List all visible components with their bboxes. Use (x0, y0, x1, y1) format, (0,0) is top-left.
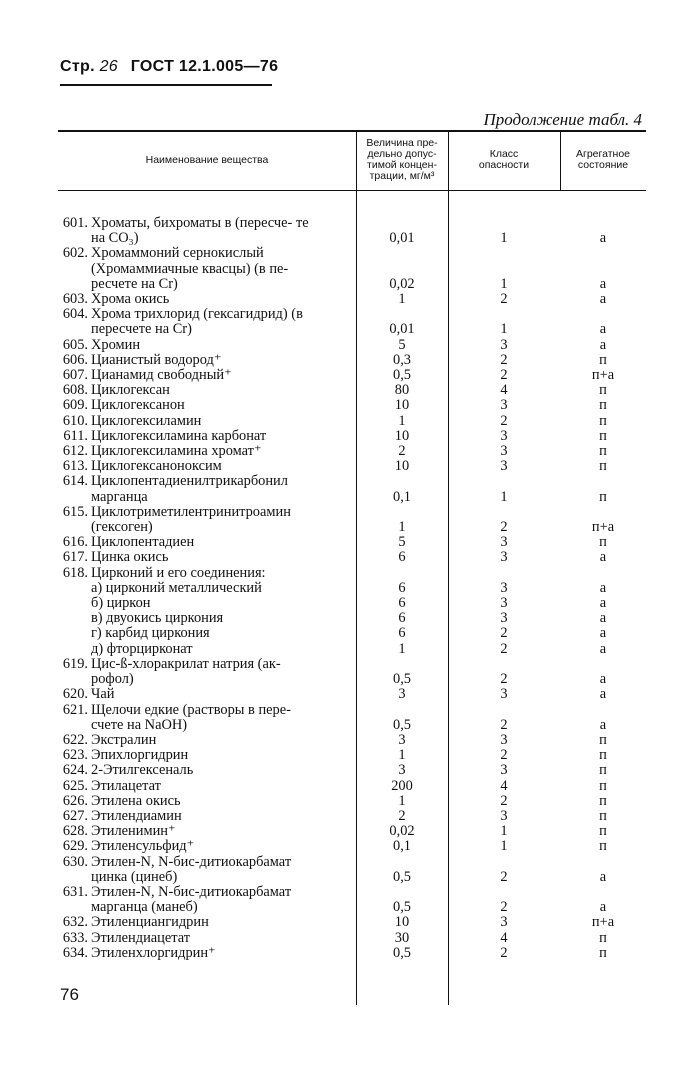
row-number: 624. (62, 762, 88, 779)
table-row (58, 581, 646, 596)
aggregate-state: п (599, 929, 607, 946)
substances-table (58, 130, 646, 1005)
substance-name-cell (58, 292, 320, 307)
substance-name: Циклогексаноноксим (91, 458, 222, 475)
substance-name: Экстралин (91, 731, 157, 748)
hazard-class: 3 (500, 595, 508, 612)
substance-name: Этилендиацетат (91, 929, 191, 946)
row-number: 607. (62, 367, 88, 384)
row-number: 622. (62, 731, 88, 748)
aggregate-state: п (599, 412, 607, 429)
substance-name-continued: марганца (манеб) (91, 899, 198, 916)
substance-name: 2-Этилгексеналь (91, 762, 194, 779)
mpc-value: 80 (394, 382, 410, 399)
aggregate-state: п (599, 807, 607, 824)
table-row (58, 353, 646, 368)
mpc-value: 30 (394, 929, 410, 946)
substance-name: Хроматы, бихроматы в (пересче- (91, 215, 293, 231)
substance-name: Цирконий и его соединения: (91, 564, 266, 581)
substance-name: Циклогексанон (91, 397, 185, 414)
mpc-value: 10 (394, 458, 410, 475)
aggregate-state: п (599, 443, 607, 460)
table-row (58, 596, 646, 611)
substance-name-continued: рофол) (91, 671, 134, 688)
aggregate-state: п+а (591, 914, 615, 931)
hazard-class: 2 (500, 351, 508, 368)
substance-name: г) карбид циркония (91, 625, 210, 642)
substance-name-cell (58, 444, 320, 459)
table-row (58, 687, 646, 702)
table-row (58, 763, 646, 778)
hazard-class: 3 (500, 427, 508, 444)
substance-name-cell (58, 550, 320, 565)
aggregate-state: п (599, 762, 607, 779)
substance-name-cell (58, 398, 320, 413)
substance-name-continued: те на CO₃) (91, 215, 309, 247)
table-row (58, 748, 646, 763)
aggregate-state: п (599, 397, 607, 414)
row-number: 604. (62, 306, 88, 323)
substance-name-cell (58, 596, 320, 611)
substance-name: Циклопентадиенилтрикарбонил (91, 473, 288, 490)
substance-name: Эпихлоргидрин (91, 747, 189, 764)
table-row (58, 794, 646, 809)
substance-name-cell (58, 946, 320, 961)
aggregate-state: а (599, 579, 607, 596)
row-number: 608. (62, 382, 88, 399)
table-body (58, 216, 646, 961)
substance-name: а) цирконий металлический (91, 579, 262, 596)
hazard-class: 2 (500, 868, 508, 885)
aggregate-state: п (599, 792, 607, 809)
table-row (58, 474, 646, 504)
row-number: 623. (62, 747, 88, 764)
aggregate-state: п (599, 838, 607, 855)
aggregate-state: а (599, 291, 607, 308)
mpc-value: 10 (394, 427, 410, 444)
substance-name: д) фторцирконат (91, 640, 193, 657)
substance-name: Цинка окись (91, 549, 169, 566)
substance-name-cell (58, 748, 320, 763)
mpc-value: 6 (398, 549, 406, 566)
col-header-state: Агрегатное состояние (575, 148, 630, 171)
mpc-value: 0,3 (393, 351, 411, 368)
row-number: 606. (62, 351, 88, 368)
mpc-value: 0,02 (389, 275, 415, 292)
substance-name-cell (58, 429, 320, 444)
substance-name-cell (58, 474, 320, 504)
hazard-class: 3 (500, 458, 508, 475)
row-number: 631. (62, 883, 88, 900)
aggregate-state: п (599, 777, 607, 794)
substance-name: Этиленимин⁺ (91, 823, 176, 840)
table-row (58, 429, 646, 444)
hazard-class: 2 (500, 944, 508, 961)
substance-name: Этилендиамин (91, 807, 182, 824)
table-row (58, 611, 646, 626)
table-row (58, 733, 646, 748)
hazard-class: 4 (500, 929, 508, 946)
substance-name-cell (58, 338, 320, 353)
table-row (58, 414, 646, 429)
substance-name: Чай (91, 686, 115, 703)
hazard-class: 4 (500, 382, 508, 399)
mpc-value: 0,01 (389, 230, 415, 247)
table-row (58, 550, 646, 565)
row-number: 613. (62, 458, 88, 475)
row-number: 634. (62, 944, 88, 961)
row-number: 601. (62, 215, 88, 231)
substance-name: б) циркон (91, 595, 151, 612)
hazard-class: 3 (500, 762, 508, 779)
substance-name: Этилен-N, N-бис-дитиокарбамат (91, 853, 292, 870)
aggregate-state: а (599, 336, 607, 353)
mpc-value: 2 (398, 443, 406, 460)
row-number: 626. (62, 792, 88, 809)
table-row (58, 885, 646, 915)
mpc-value: 1 (398, 792, 406, 809)
substance-name-cell (58, 703, 320, 733)
hazard-class: 3 (500, 549, 508, 566)
hazard-class: 3 (500, 534, 508, 551)
substance-name-cell (58, 566, 320, 581)
mpc-value: 0,5 (393, 899, 411, 916)
substance-name-cell (58, 657, 320, 687)
mpc-value: 0,01 (389, 321, 415, 338)
substance-name-cell (58, 368, 320, 383)
substance-name-cell (58, 733, 320, 748)
table-row (58, 383, 646, 398)
row-number: 612. (62, 443, 88, 460)
substance-name-cell (58, 763, 320, 778)
hazard-class: 2 (500, 899, 508, 916)
table-row (58, 824, 646, 839)
table-header-rule (58, 190, 646, 191)
substance-name-cell (58, 824, 320, 839)
mpc-value: 6 (398, 595, 406, 612)
mpc-value: 10 (394, 914, 410, 931)
row-number: 617. (62, 549, 88, 566)
aggregate-state: п (599, 488, 607, 505)
row-number: 611. (63, 427, 88, 444)
substance-name-cell (58, 383, 320, 398)
substance-name-continued: (Хромаммиачные квасцы) (в пе- ресчете на Cr) (91, 260, 289, 292)
substance-name: Этиленхлоргидрин⁺ (91, 944, 216, 961)
mpc-value: 1 (398, 291, 406, 308)
table-row (58, 915, 646, 930)
row-number: 628. (62, 823, 88, 840)
hazard-class: 2 (500, 367, 508, 384)
row-number: 629. (62, 838, 88, 855)
aggregate-state: а (599, 640, 607, 657)
substance-name-continued: счете на NaOH) (91, 716, 188, 733)
mpc-value: 0,1 (393, 488, 411, 505)
mpc-value: 1 (398, 412, 406, 429)
substance-name-cell (58, 505, 320, 535)
aggregate-state: п (599, 351, 607, 368)
aggregate-state: п (599, 458, 607, 475)
substance-name: Хрома трихлорид (гексагидрид) (91, 306, 288, 323)
hazard-class: 3 (500, 336, 508, 353)
row-number: 602. (62, 245, 88, 262)
mpc-value: 5 (398, 534, 406, 551)
table-row (58, 703, 646, 733)
hazard-class: 2 (500, 671, 508, 688)
substance-name-cell (58, 459, 320, 474)
row-number: 619. (62, 655, 88, 672)
aggregate-state: а (599, 230, 607, 247)
substance-name: Хрома окись (91, 291, 170, 308)
aggregate-state: а (599, 625, 607, 642)
substance-name-continued: марганца (91, 488, 148, 505)
mpc-value: 6 (398, 625, 406, 642)
table-row (58, 246, 646, 292)
hazard-class: 3 (500, 731, 508, 748)
substance-name-continued: (в пересчете на Cr) (91, 306, 303, 338)
row-number: 603. (62, 291, 88, 308)
page-label: Стр. (60, 58, 95, 75)
hazard-class: 2 (500, 716, 508, 733)
aggregate-state: а (599, 549, 607, 566)
standard-code: ГОСТ 12.1.005—76 (130, 58, 279, 75)
mpc-value: 6 (398, 579, 406, 596)
mpc-value: 0,5 (393, 868, 411, 885)
table-row (58, 642, 646, 657)
substance-name: Этилен-N, N-бис-дитиокарбамат (91, 883, 292, 900)
table-row (58, 535, 646, 550)
hazard-class: 2 (500, 792, 508, 809)
mpc-value: 0,5 (393, 671, 411, 688)
aggregate-state: п (599, 427, 607, 444)
aggregate-state: п+а (591, 519, 615, 536)
aggregate-state: а (599, 899, 607, 916)
hazard-class: 2 (500, 412, 508, 429)
aggregate-state: а (599, 610, 607, 627)
mpc-value: 10 (394, 397, 410, 414)
hazard-class: 2 (500, 640, 508, 657)
mpc-value: 6 (398, 610, 406, 627)
mpc-value: 1 (398, 640, 406, 657)
substance-name: Циклогексан (91, 382, 170, 399)
mpc-value: 3 (398, 762, 406, 779)
substance-name: Этиленциангидрин (91, 914, 209, 931)
substance-name: Цианистый водород⁺ (91, 351, 222, 368)
table-row (58, 292, 646, 307)
row-number: 610. (62, 412, 88, 429)
mpc-value: 2 (398, 807, 406, 824)
substance-name-cell (58, 535, 320, 550)
hazard-class: 3 (500, 610, 508, 627)
aggregate-state: п (599, 534, 607, 551)
running-header (60, 58, 278, 76)
table-row (58, 505, 646, 535)
hazard-class: 3 (500, 579, 508, 596)
row-number: 633. (62, 929, 88, 946)
substance-name-cell (58, 931, 320, 946)
mpc-value: 0,5 (393, 367, 411, 384)
row-number: 630. (62, 853, 88, 870)
col-header-mpc: Величина пре- дельно допус- тимой концен- трации, мг/м³ (366, 137, 438, 182)
substance-name: Хромин (91, 336, 141, 353)
mpc-value: 0,5 (393, 944, 411, 961)
row-number: 615. (62, 503, 88, 520)
aggregate-state: п (599, 747, 607, 764)
substance-name-cell (58, 581, 320, 596)
substance-name: Щелочи едкие (растворы в пере- (91, 701, 291, 718)
mpc-value: 0,02 (389, 823, 415, 840)
substance-name-cell (58, 642, 320, 657)
row-number: 609. (62, 397, 88, 414)
table-row (58, 444, 646, 459)
substance-name: Этиленсульфид⁺ (91, 838, 195, 855)
substance-name-cell (58, 307, 320, 337)
table-row (58, 657, 646, 687)
hazard-class: 4 (500, 777, 508, 794)
mpc-value: 0,1 (393, 838, 411, 855)
hazard-class: 1 (500, 230, 508, 247)
substance-name: Цианамид свободный⁺ (91, 367, 232, 384)
table-row (58, 398, 646, 413)
substance-name-cell (58, 216, 320, 246)
table-row (58, 368, 646, 383)
substance-name-cell (58, 794, 320, 809)
mpc-value: 3 (398, 686, 406, 703)
aggregate-state: а (599, 595, 607, 612)
substance-name: Цис-ß-хлоракрилат натрия (ак- (91, 655, 281, 672)
hazard-class: 1 (500, 321, 508, 338)
substance-name-cell (58, 885, 320, 915)
row-number: 632. (62, 914, 88, 931)
row-number: 618. (62, 564, 88, 581)
substance-name-cell (58, 915, 320, 930)
substance-name-cell (58, 839, 320, 854)
substance-name: Циклотриметилентринитроамин (91, 503, 291, 520)
hazard-class: 1 (500, 823, 508, 840)
hazard-class: 3 (500, 914, 508, 931)
row-number: 616. (62, 534, 88, 551)
mpc-value: 200 (391, 777, 413, 794)
table-row (58, 216, 646, 246)
row-number: 627. (62, 807, 88, 824)
table-row (58, 566, 646, 581)
aggregate-state: а (599, 321, 607, 338)
substance-name-cell (58, 626, 320, 641)
aggregate-state: а (599, 868, 607, 885)
hazard-class: 1 (500, 838, 508, 855)
substance-name-cell (58, 246, 320, 292)
mpc-value: 3 (398, 731, 406, 748)
substance-name: Этилена окись (91, 792, 181, 809)
hazard-class: 3 (500, 686, 508, 703)
aggregate-state: а (599, 275, 607, 292)
continuation-label: Продолжение табл. 4 (483, 110, 642, 129)
row-number: 620. (62, 686, 88, 703)
table-row (58, 855, 646, 885)
aggregate-state: а (599, 686, 607, 703)
table-row (58, 626, 646, 641)
aggregate-state: п (599, 944, 607, 961)
row-number: 625. (62, 777, 88, 794)
hazard-class: 2 (500, 519, 508, 536)
aggregate-state: п (599, 731, 607, 748)
hazard-class: 3 (500, 397, 508, 414)
substance-name-continued: цинка (цинеб) (91, 868, 178, 885)
substance-name: Этилацетат (91, 777, 161, 794)
table-top-rule (58, 130, 646, 132)
substance-name: Хромаммоний сернокислый (91, 245, 264, 262)
hazard-class: 1 (500, 488, 508, 505)
substance-name-cell (58, 414, 320, 429)
col-header-hazard: Класс опасности (478, 148, 530, 171)
page-num: 26 (99, 58, 118, 75)
table-row (58, 307, 646, 337)
row-number: 605. (62, 336, 88, 353)
mpc-value: 1 (398, 519, 406, 536)
table-row (58, 459, 646, 474)
substance-name: Циклогексиламин (91, 412, 202, 429)
table-row (58, 338, 646, 353)
mpc-value: 1 (398, 747, 406, 764)
substance-name-cell (58, 611, 320, 626)
hazard-class: 2 (500, 747, 508, 764)
col-header-name: Наименование вещества (145, 153, 269, 166)
hazard-class: 3 (500, 807, 508, 824)
table-row (58, 931, 646, 946)
table-row (58, 779, 646, 794)
aggregate-state: а (599, 671, 607, 688)
table-row (58, 839, 646, 854)
aggregate-state: п (599, 382, 607, 399)
row-number: 614. (62, 473, 88, 490)
substance-name-cell (58, 809, 320, 824)
substance-name: Циклопентадиен (91, 534, 195, 551)
mpc-value: 5 (398, 336, 406, 353)
aggregate-state: п (599, 823, 607, 840)
page-number: 76 (60, 985, 79, 1004)
substance-name-cell (58, 779, 320, 794)
substance-name: Циклогексиламина хромат⁺ (91, 443, 262, 460)
aggregate-state: а (599, 716, 607, 733)
substance-name-cell (58, 687, 320, 702)
aggregate-state: п+а (591, 367, 615, 384)
substance-name: Циклогексиламина карбонат (91, 427, 267, 444)
hazard-class: 3 (500, 443, 508, 460)
header-rule (60, 84, 272, 86)
hazard-class: 2 (500, 291, 508, 308)
hazard-class: 2 (500, 625, 508, 642)
row-number: 621. (62, 701, 88, 718)
mpc-value: 0,5 (393, 716, 411, 733)
substance-name-cell (58, 855, 320, 885)
hazard-class: 1 (500, 275, 508, 292)
substance-name: в) двуокись циркония (91, 610, 224, 627)
table-row (58, 946, 646, 961)
substance-name-continued: (гексоген) (91, 519, 153, 536)
table-row (58, 809, 646, 824)
substance-name-cell (58, 353, 320, 368)
